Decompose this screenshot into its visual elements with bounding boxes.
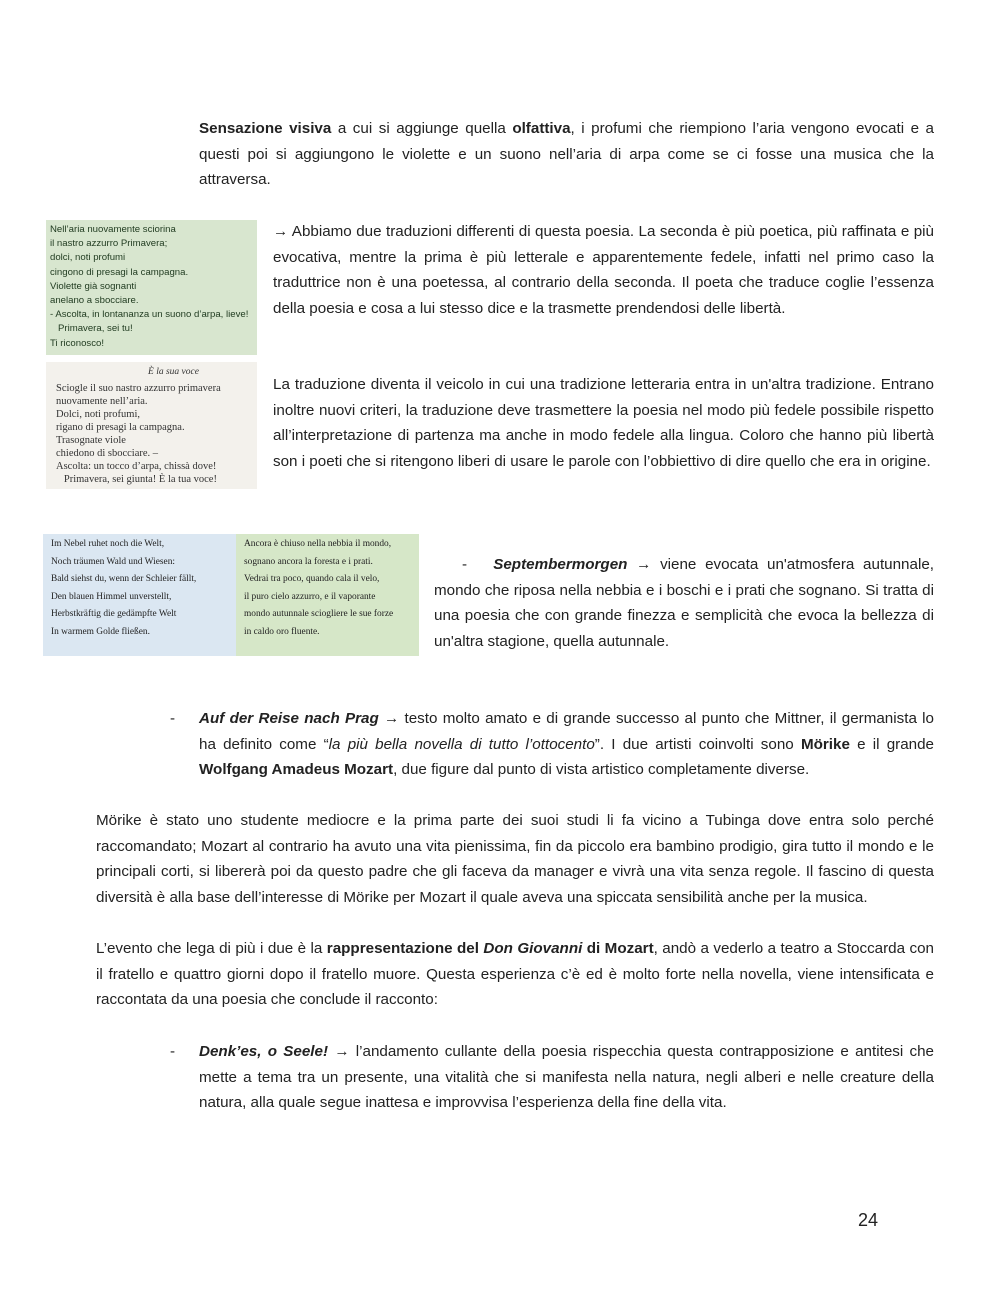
poem-line: Ancora è chiuso nella nebbia il mondo, [244,539,392,549]
text-span: a cui si aggiunge quella [331,120,513,137]
bold-term: olfattiva [512,120,571,137]
poem-line: Primavera, sei giunta! È la tua voce! [56,474,217,485]
poem-line: Trasognate viole [56,435,126,446]
poem-lines [50,223,253,351]
paragraph-evento [96,936,934,1013]
poem-line: In warmem Golde fließen. [51,626,150,637]
text-span: → l’andamento cullante della poesia rispecchia questa contrapposizione e antitesi che mette a tema tra un presente, una vitalità che si manifesta nella natura, negli alberi e nelle creature della natura, alla quale segue inattesa e improvvisa l’esperienza della fine della vita. [199,1043,934,1112]
poem-translation-image-1 [46,220,257,355]
bold-italic-title: Don Giovanni [483,940,583,957]
text-span: → testo molto amato e di grande successo al punto che Mittner, il germanista lo ha definito come “ [199,710,934,753]
paragraph-denkes [199,1039,934,1116]
bold-name: Wolfgang Amadeus Mozart [199,761,394,779]
poem-line: - Ascolta, in lontananza un suono d’arpa, lieve! [50,309,249,321]
poem-title: Denk’es, o Seele! [199,1043,329,1060]
paragraph-septembermorgen [434,552,934,654]
poem-line: cingono di presagi la campagna. [50,266,189,278]
novel-title: Auf der Reise nach Prag [199,710,379,727]
poem-german-image [43,534,236,656]
poem-line: Ti riconosco! [50,337,105,349]
poem-lines [56,382,251,486]
paragraph-reise [199,706,934,783]
poem-line: Violette già sognanti [50,280,137,292]
paragraph-morike: Mörike è stato uno studente mediocre e la prima parte dei suoi studi li fa vicino a Tubinga dove entra solo perché raccomandato; Mozart al contrario ha avuto una vita pienissima, fin da piccolo era bambino prodigio, gira tutto il mondo e le principali corti, si libererà poi da questo padre che gli faceva da manager e vivrà una vita senza regole. Il fascino di questa diversità è alla base dell’interesse di Mörike per Mozart il quale aveva una spiccata sensibilità anche per la musica. [96,812,934,906]
poem-line: il puro cielo azzurro, e il vaporante [244,591,376,602]
poem-heading: È la sua voce [148,367,199,377]
poem-line: Nell’aria nuovamente sciorina [50,224,176,235]
bold-term: Sensazione visiva [199,120,332,137]
poem-line: Sciogle il suo nastro azzurro primavera [56,383,221,394]
poem-line: Vedrai tra poco, quando cala il velo, [244,574,380,584]
poem-line: chiedono di sbocciare. – [56,448,159,459]
poem-title: Septembermorgen [493,556,628,573]
paragraph-translations: → Abbiamo due traduzioni differenti di questa poesia. La seconda è più poetica, più raffinata e più evocativa, mentre la prima è più letterale e apparentemente fedele, infatti nel primo caso la traduttrice non è una poetessa, al contrario della seconda. Il poeta che traduce coglie l’essenza della poesia e cosa a lui stesso dice e la trasmette prendendosi delle libertà. [273,223,934,317]
text-span: , andò a vederlo a teatro a Stoccarda con il fratello e quattro giorni dopo il fratello muore. Questa esperienza c’è ed è molto forte nella novella, viene intensificata e raccontata da una poesia che conclude il racconto: [96,940,934,1009]
poem-line: Noch träumen Wald und Wiesen: [51,556,176,567]
poem-line: Bald siehst du, wenn der Schleier fällt, [51,574,197,584]
poem-line: in caldo oro fluente. [244,626,320,637]
poem-line: anelano a sbocciare. [50,295,139,307]
list-dash: - [170,710,176,727]
page-number: 24 [858,1210,879,1230]
paragraph-sensazione [199,116,934,193]
poem-line: sognano ancora la foresta e i prati. [244,556,373,567]
poem-italian-image [236,534,419,656]
text-span: e il grande [849,735,934,753]
bold-term: rappresentazione del [326,940,484,957]
text-span: L’evento che lega di più i due è la [96,940,327,957]
poem-line: Im Nebel ruhet noch die Welt, [51,539,165,549]
paragraph-tradizione: La traduzione diventa il veicolo in cui una tradizione letteraria entra in un'altra tradizione. Entrano inoltre nuovi criteri, la traduzione deve trasmettere la poesia nel modo più fedele possibile rispetto all’interpretazione di partenza ma anche in modo fedele alla lingua. Coloro che hanno più libertà son i poeti che si ritengono liberi di usare le parole con l’obbiettivo di dire quello che era in origine. [273,376,934,470]
list-dash: - [170,1043,176,1060]
poem-line: Ascolta: un tocco d’arpa, chissà dove! [56,461,217,472]
poem-line: rigano di presagi la campagna. [56,422,185,433]
poem-line: Primavera, sei tu! [50,323,133,335]
text-span: , due figure dal punto di vista artistico completamente diverse. [393,761,810,779]
text-span: ”. I due artisti coinvolti sono [594,735,801,753]
dash-marker: - [462,556,468,573]
poem-line: il nastro azzurro Primavera; [50,238,168,250]
poem-lines [244,536,411,641]
quote-text: la più bella novella di tutto l’ottocento [328,735,595,753]
bold-term: di Mozart [582,940,654,957]
poem-line: Herbstkräftig die gedämpfte Welt [51,609,177,619]
bold-name: Mörike [800,735,850,753]
text-span: , i profumi che riempiono l’aria vengono evocati e a questi poi si aggiungono le violette e un suono nell’aria di arpa come se ci fosse una musica che la attraversa. [199,120,935,189]
poem-lines [51,536,228,641]
poem-line: Den blauen Himmel unverstellt, [51,591,172,602]
poem-translation-image-2 [46,362,257,489]
poem-line: dolci, noti profumi [50,252,126,264]
poem-line: Dolci, noti profumi, [56,409,140,420]
poem-line: nuovamente nell’aria. [56,396,148,407]
text-span: → viene evocata un'atmosfera autunnale, mondo che riposa nella nebbia e i boschi e i prati che sognano. Si tratta di una poesia che con grande finezza e semplicità che evoca la bellezza di un'altra stagione, quella autunnale. [434,556,934,650]
poem-line: mondo autunnale sciogliere le sue forze [244,609,394,619]
